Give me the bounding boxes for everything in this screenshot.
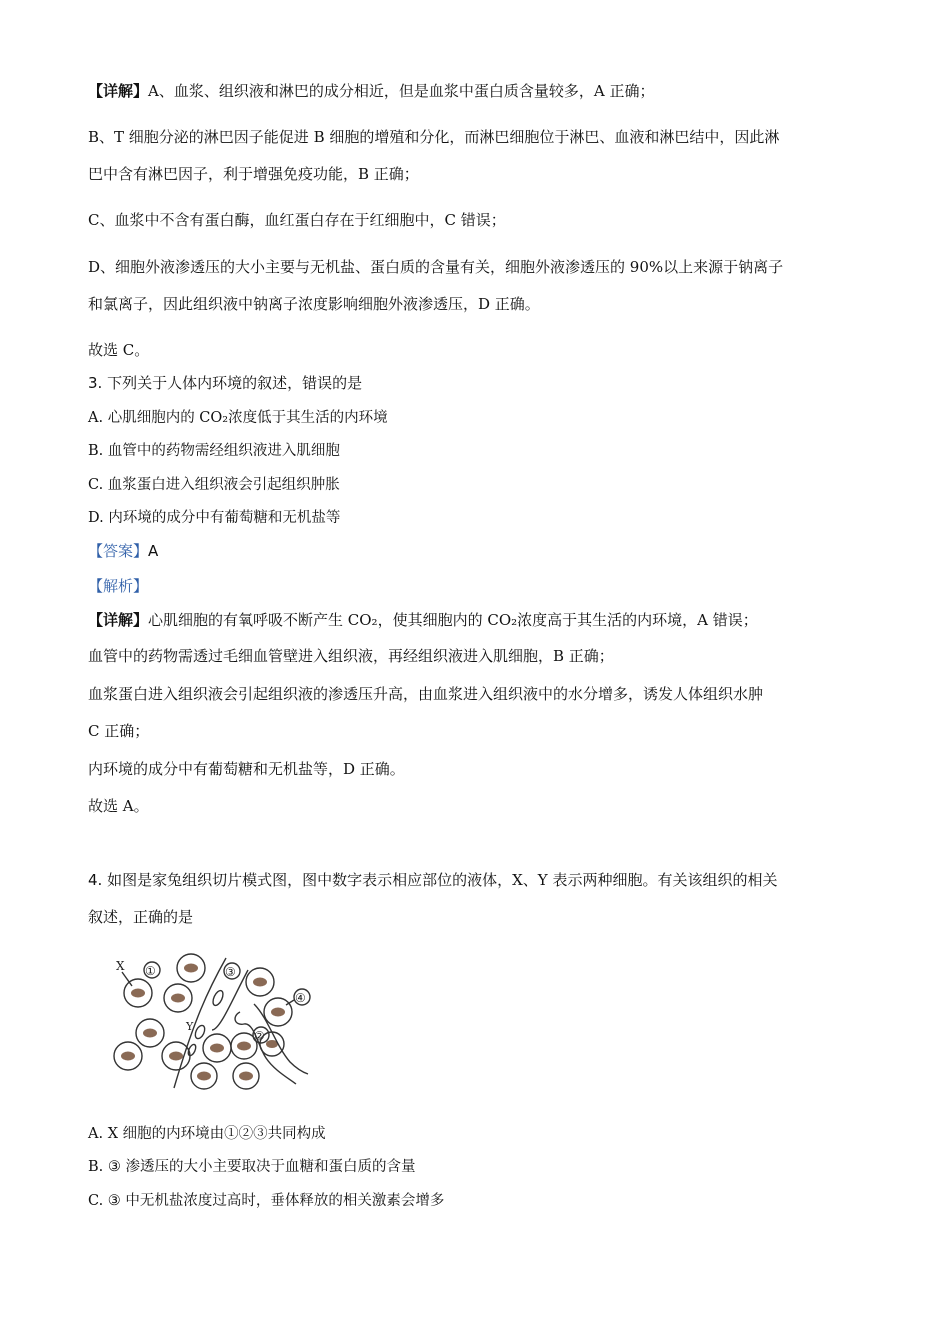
q3-option-a: A. 心肌细胞内的 CO₂浓度低于其生活的内环境 <box>88 410 388 426</box>
q2-choose: 故选 C。 <box>88 341 150 359</box>
tissue-cell <box>124 979 152 1007</box>
q2-detail-b-line1: B、T 细胞分泌的淋巴因子能促进 B 细胞的增殖和分化，而淋巴细胞位于淋巴、血液和淋巴结中，因此淋 <box>88 128 780 146</box>
answer-value: A <box>148 542 159 560</box>
q3-detail-2: 血管中的药物需透过毛细血管壁进入组织液，再经组织液进入肌细胞，B 正确； <box>88 647 614 665</box>
tissue-cell <box>246 968 274 996</box>
red-blood-cell <box>193 1024 206 1040</box>
q4-option-a: A. X 细胞的内环境由①②③共同构成 <box>88 1126 326 1142</box>
figure-label-2: ② <box>254 1029 265 1043</box>
q3-option-c: C. 血浆蛋白进入组织液会引起组织肿胀 <box>88 477 340 493</box>
figure-label-4: ④ <box>295 991 306 1005</box>
q2-detail-d-line2: 和氯离子，因此组织液中钠离子浓度影响细胞外液渗透压，D 正确。 <box>88 295 540 313</box>
tissue-cell <box>162 1042 190 1070</box>
q3-option-b: B. 血管中的药物需经组织液进入肌细胞 <box>88 443 340 459</box>
q4-stem-line2: 叙述，正确的是 <box>88 908 194 926</box>
tissue-section-figure <box>108 950 320 1090</box>
tissue-cell <box>164 984 192 1012</box>
q3-detail-3-line1: 血浆蛋白进入组织液会引起组织液的渗透压升高，由血浆进入组织液中的水分增多，诱发人体组织水肿 <box>88 685 764 703</box>
q3-answer <box>88 541 158 561</box>
q2-detail-d-line1: D、细胞外液渗透压的大小主要与无机盐、蛋白质的含量有关，细胞外液渗透压的 90%以上来源于钠离子 <box>88 258 784 276</box>
red-blood-cell <box>187 1043 198 1056</box>
q3-stem: 3. 下列关于人体内环境的叙述，错误的是 <box>88 374 363 392</box>
figure-label-x: X <box>116 959 125 973</box>
q2-detail-c: C、血浆中不含有蛋白酶，血红蛋白存在于红细胞中，C 错误； <box>88 211 506 229</box>
q3-detail-3-line2: C 正确； <box>88 722 150 740</box>
red-blood-cell <box>211 989 225 1007</box>
q3-option-d: D. 内环境的成分中有葡萄糖和无机盐等 <box>88 510 341 526</box>
detail-tag: 【详解】 <box>88 611 149 629</box>
q4-stem-line1: 4. 如图是家兔组织切片模式图，图中数字表示相应部位的液体，X、Y 表示两种细胞。有关该组织的相关 <box>88 871 778 889</box>
q2-detail-a: 【详解】A、血浆、组织液和淋巴的成分相近，但是血浆中蛋白质含量较多，A 正确； <box>88 82 655 100</box>
tissue-cell <box>233 1063 259 1089</box>
q2-detail-b-line2: 巴中含有淋巴因子，利于增强免疫功能，B 正确； <box>88 165 419 183</box>
figure-label-3: ③ <box>225 965 236 979</box>
tissue-cell <box>191 1063 217 1089</box>
q4-option-c: C. ③ 中无机盐浓度过高时，垂体释放的相关激素会增多 <box>88 1193 445 1209</box>
q4-number: 4. <box>88 871 103 889</box>
q3-choose: 故选 A。 <box>88 797 149 815</box>
q4-option-b: B. ③ 渗透压的大小主要取决于血糖和蛋白质的含量 <box>88 1159 416 1175</box>
tissue-cell <box>203 1034 231 1062</box>
tissue-cell <box>177 954 205 982</box>
q3-detail-1: 【详解】心肌细胞的有氧呼吸不断产生 CO₂，使其细胞内的 CO₂浓度高于其生活的内环境，A 错误； <box>88 611 758 629</box>
tissue-cell <box>264 998 292 1026</box>
figure-label-1: ① <box>145 964 156 978</box>
tissue-cell <box>136 1019 164 1047</box>
q3-analysis-tag: 【解析】 <box>88 577 149 595</box>
detail-tag: 【详解】 <box>88 82 149 100</box>
figure-label-y: Y <box>186 1020 194 1033</box>
answer-tag: 【答案】 <box>88 542 149 560</box>
q3-number: 3. <box>88 374 103 392</box>
q3-detail-4: 内环境的成分中有葡萄糖和无机盐等，D 正确。 <box>88 760 405 778</box>
tissue-cell <box>114 1042 142 1070</box>
